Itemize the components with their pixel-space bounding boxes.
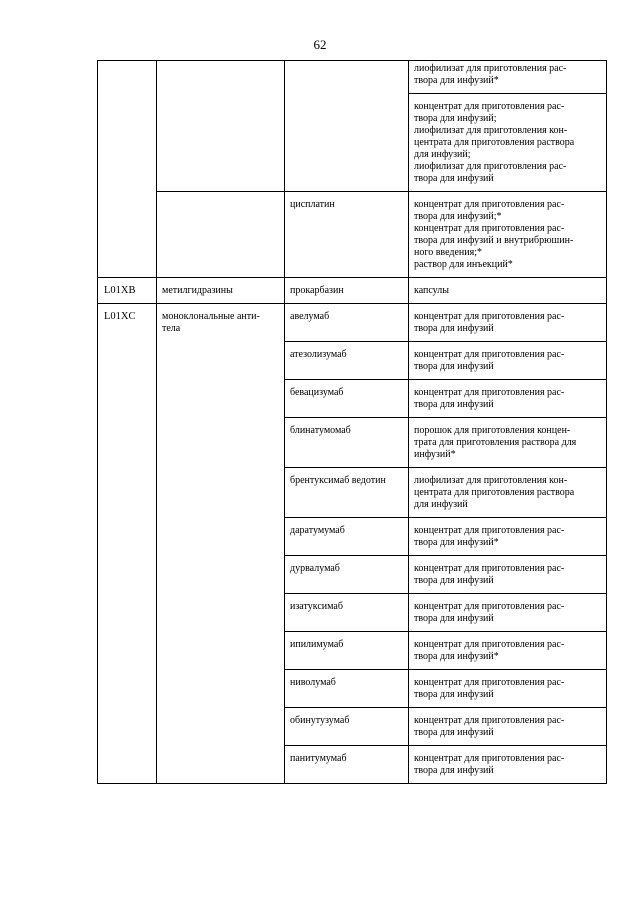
drug-name-cell: прокарбазин [285,278,409,304]
dosage-form-cell: концентрат для приготовления рас- твора для инфузий [409,670,607,708]
table-row [98,192,607,278]
dosage-form-cell: концентрат для приготовления рас- твора для инфузий;* концентрат для приготовления рас- твора для инфузий и внутрибрюшин- ного введения;* раствор для инъекций* [409,192,607,278]
dosage-form-cell: концентрат для приготовления рас- твора для инфузий [409,746,607,784]
table-row [98,61,607,94]
group-cell [157,61,285,192]
drug-name-cell: цисплатин [285,192,409,278]
dosage-form-cell: концентрат для приготовления рас- твора для инфузий* [409,632,607,670]
dosage-form-cell: концентрат для приготовления рас- твора для инфузий [409,342,607,380]
drug-name-cell: брентуксимаб ведотин [285,468,409,518]
dosage-form-cell: концентрат для приготовления рас- твора для инфузий [409,556,607,594]
drug-name-cell: бевацизумаб [285,380,409,418]
dosage-form-cell: концентрат для приготовления рас- твора для инфузий; лиофилизат для приготовления кон- центрата для приготовления раствора для инфузий; лиофилизат для приготовления рас- твора для инфузий [409,94,607,192]
atc-code-cell: L01XC [98,304,157,784]
group-cell: моноклональные анти- тела [157,304,285,784]
drug-name-cell: блинатумомаб [285,418,409,468]
dosage-form-cell: лиофилизат для приготовления кон- центрата для приготовления раствора для инфузий [409,468,607,518]
dosage-form-cell: концентрат для приготовления рас- твора для инфузий [409,708,607,746]
table-row [98,278,607,304]
table-row [98,304,607,342]
drug-name-cell: дурвалумаб [285,556,409,594]
group-cell: метилгидразины [157,278,285,304]
atc-code-cell: L01XB [98,278,157,304]
drug-name-cell: ниволумаб [285,670,409,708]
drug-name-cell: авелумаб [285,304,409,342]
drug-name-cell: изатуксимаб [285,594,409,632]
drug-name-cell: атезолизумаб [285,342,409,380]
dosage-form-cell: лиофилизат для приготовления рас- твора для инфузий* [409,61,607,94]
drug-name-cell: панитумумаб [285,746,409,784]
dosage-form-cell: порошок для приготовления концен- трата для приготовления раствора для инфузий* [409,418,607,468]
drug-name-cell: обинутузумаб [285,708,409,746]
drug-table [97,60,607,784]
drug-name-cell [285,61,409,192]
atc-code-cell [98,61,157,278]
page-number: 62 [313,37,327,52]
dosage-form-cell: концентрат для приготовления рас- твора для инфузий [409,594,607,632]
dosage-form-cell: концентрат для приготовления рас- твора для инфузий* [409,518,607,556]
drug-name-cell: даратумумаб [285,518,409,556]
drug-name-cell: ипилимумаб [285,632,409,670]
dosage-form-cell: капсулы [409,278,607,304]
group-cell [157,192,285,278]
dosage-form-cell: концентрат для приготовления рас- твора для инфузий [409,380,607,418]
dosage-form-cell: концентрат для приготовления рас- твора для инфузий [409,304,607,342]
